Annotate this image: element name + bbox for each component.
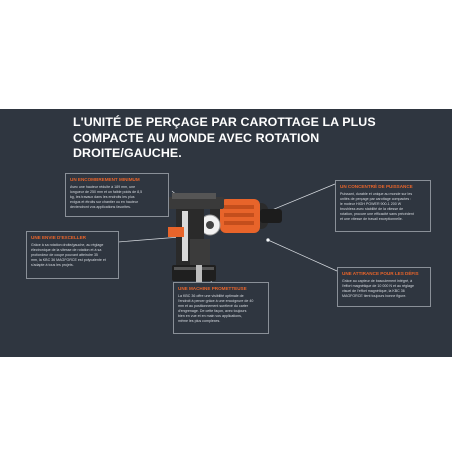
callout-body-line: exigus et étroits sur chantier ou en hauteur	[70, 200, 139, 204]
callout-body	[70, 185, 164, 210]
callout-body-line: profondeur de coupe pouvant atteindre 35	[31, 253, 98, 257]
callout-body-line: brushless avec stabilité de la vitesse de	[340, 207, 404, 211]
callout-body-line: d'engrenage. De cette façon, avec toujours	[178, 309, 247, 313]
callout-body-line: mm, la KBC 36 MAGFORCE est polyvalente et	[31, 258, 106, 262]
callout-body-line: et une vitesse de travail exceptionnelle.	[340, 217, 403, 221]
callout-body	[31, 243, 114, 268]
callout-body-line: La KBC 36 offre une visibilité optimale de	[178, 294, 244, 298]
callout-body-line: unités de perçage par carottage compactes :	[340, 197, 412, 201]
callout-body-line: bien en vue et en main vos applications,	[178, 314, 242, 318]
headline-line: DROITE/GAUCHE.	[73, 146, 182, 160]
callout-body-line: s'adapte à tous les projets.	[31, 263, 74, 267]
feature-banner	[0, 109, 452, 357]
callout-body	[178, 294, 264, 324]
callout-body-line: le moteur HIGH POWER 900-1 200 W	[340, 202, 402, 206]
callout-body-line: l'effort magnétique de 10 000 N et au réglage	[342, 284, 414, 288]
callout-title: UN ENCOMBREMENT MINIMUM	[70, 177, 140, 182]
callout-title: UN CONCENTRÉ DE PUISSANCE	[340, 184, 413, 189]
callout-body-line: MAGFORCE tient toujours bonne figure.	[342, 294, 407, 298]
callout-body-line: deviendront vos applications favorites.	[70, 205, 131, 209]
callout-body	[342, 279, 426, 299]
callout-body-line: mm et au positionnement surélevé du carter	[178, 304, 249, 308]
callout-body-line: visuel de l'effort magnétique, la KBC 36	[342, 289, 405, 293]
callout-promising-machine	[173, 282, 269, 334]
callout-body-line: Avec une hauteur réduite à 189 mm, une	[70, 185, 136, 189]
callout-body-line: kg, les travaux dans les endroits les plus	[70, 195, 135, 199]
callout-body-line: électronique de la vitesse de rotation et à sa	[31, 248, 102, 252]
callout-body-line: Puissant, durable et unique au monde sur les	[340, 192, 413, 196]
callout-body-line: Grâce à sa rotation droite/gauche, au réglage	[31, 243, 104, 247]
callout-body-line: l'endroit à percer grâce à une encoignure de 40	[178, 299, 254, 303]
callout-body-line: Grâce au capteur de basculement intégré, à	[342, 279, 413, 283]
callout-body-line: longueur de 250 mm et un faible poids de 8,5	[70, 190, 143, 194]
headline-line: L'UNITÉ DE PERÇAGE PAR CAROTTAGE LA PLUS	[73, 115, 376, 129]
callout-title: UNE MACHINE PROMETTEUSE	[178, 286, 247, 291]
drill-machine-image	[150, 179, 290, 289]
callout-challenges	[337, 267, 431, 307]
callout-power	[335, 180, 431, 232]
callout-title: UNE ENVIE D'EXCELLER	[31, 235, 86, 240]
callout-body-line: même les plus complexes.	[178, 319, 221, 323]
callout-body	[340, 192, 426, 222]
callout-body-line: rotation, procure une efficacité sans précédent	[340, 212, 414, 216]
headline-line: COMPACTE AU MONDE AVEC ROTATION	[73, 130, 320, 145]
callout-minimum-size	[65, 173, 169, 217]
callout-excel	[26, 231, 119, 279]
callout-title: UNE ATTIRANCE POUR LES DÉFIS	[342, 271, 419, 276]
